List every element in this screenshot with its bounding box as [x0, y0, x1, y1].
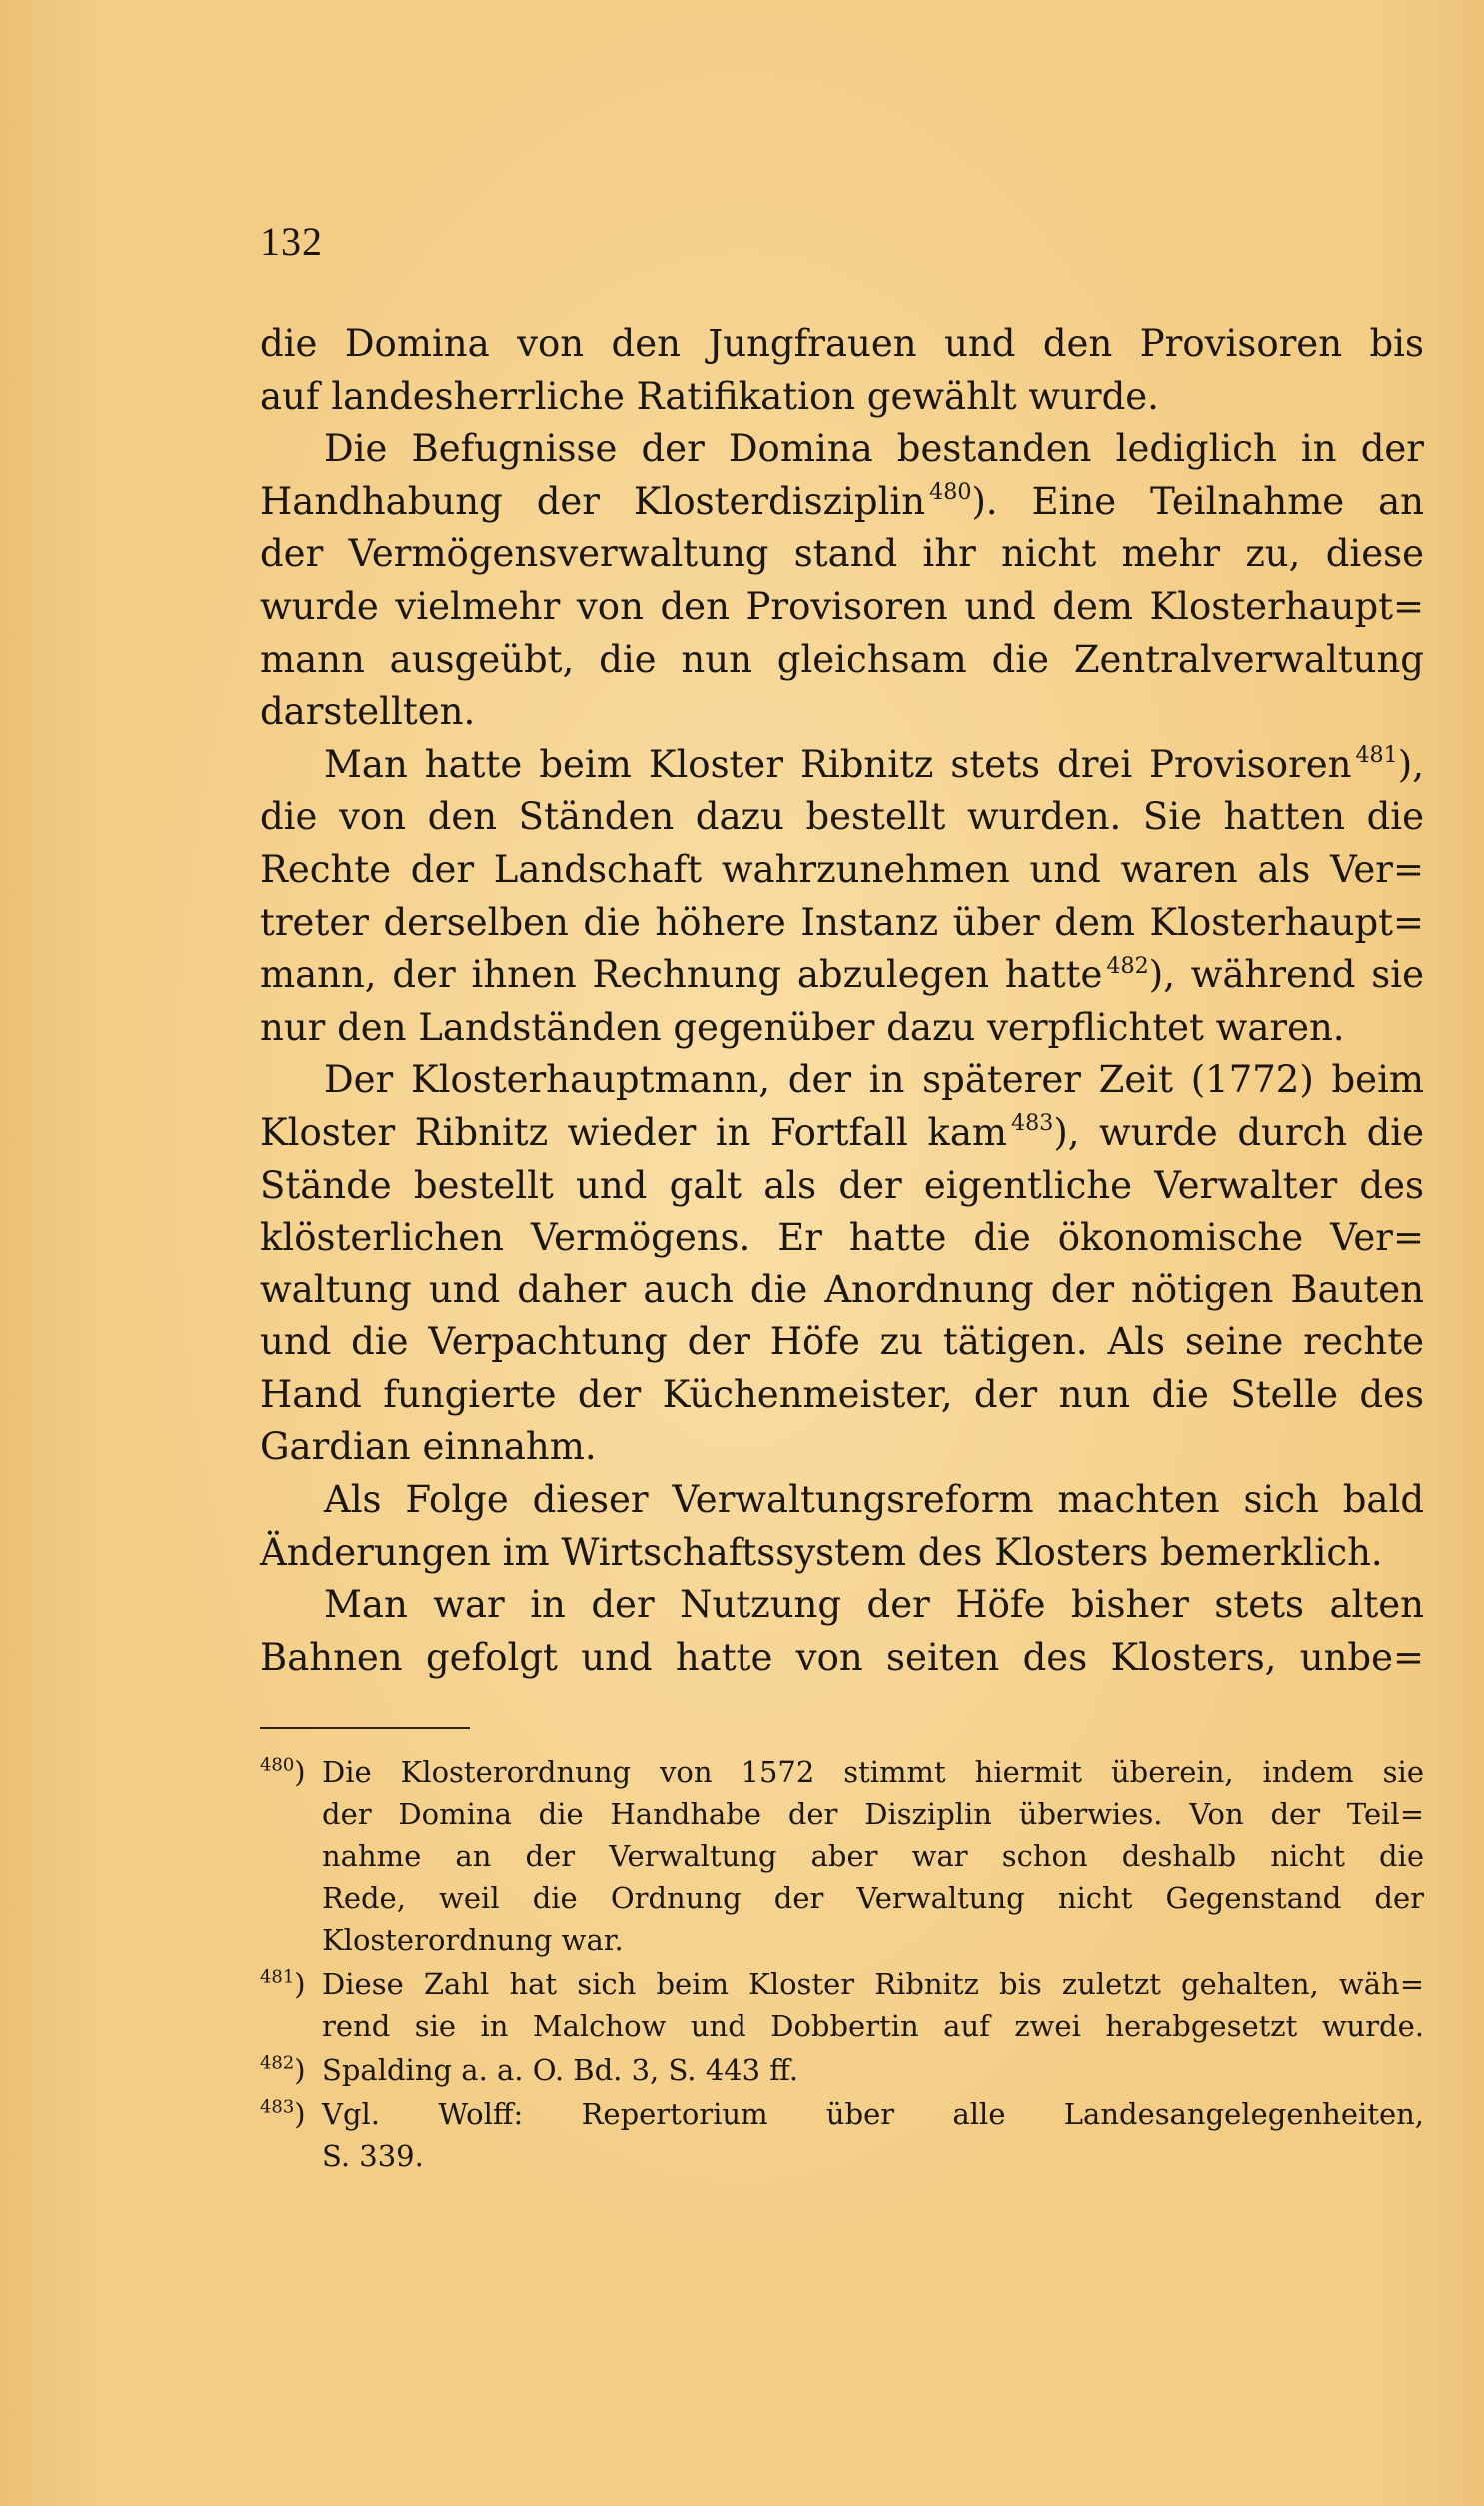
footnote-reference: 481	[1355, 742, 1398, 769]
text-line: die Domina von den Jungfrauen und den Provisoren bis	[260, 322, 1424, 365]
footnotes	[260, 1751, 1424, 2179]
text-line: waltung und daher auch die Anordnung der nötigen Bauten	[260, 1267, 1424, 1311]
footnote	[260, 2049, 1424, 2091]
footnote-line: Rede, weil die Ordnung der Verwaltung nicht Gegenstand der	[322, 1881, 1424, 1915]
footnote-line: S. 339.	[322, 2139, 424, 2173]
text-line: Hand fungierte der Küchenmeister, der nun die Stelle des	[260, 1372, 1424, 1416]
text-line: wurde vielmehr von den Provisoren und dem Klosterhaupt=	[260, 584, 1424, 628]
text-line: und die Verpachtung der Höfe zu tätigen. Als seine rechte	[260, 1320, 1424, 1364]
text-line: Kloster Ribnitz wieder in Fortfall kam $^{483}$), wurde durch die	[260, 1110, 1425, 1154]
text-line: mann, der ihnen Rechnung abzulegen hatte $^{482}$), während sie	[260, 952, 1424, 997]
text-line: Handhabung der Klosterdisziplin $^{480}$). Eine Teilnahme an	[260, 479, 1424, 523]
text-line: Man war in der Nutzung der Höfe bisher stets alten	[324, 1583, 1424, 1627]
footnote-divider	[260, 1727, 470, 1729]
text-line: der Vermögensverwaltung stand ihr nicht mehr zu, diese	[260, 532, 1424, 576]
text-line: Gardian einnahm.	[260, 1425, 597, 1469]
text-line: treter derselben die höhere Instanz über dem Klosterhaupt=	[260, 900, 1424, 944]
text-line: Man hatte beim Kloster Ribnitz stets drei Provisoren $^{481}$),	[324, 742, 1424, 786]
footnote-line: nahme an der Verwaltung aber war schon deshalb nicht die	[322, 1839, 1424, 1873]
text-line: Der Klosterhauptmann, der in späterer Zeit (1772) beim	[324, 1058, 1424, 1102]
footnote-line: rend sie in Malchow und Dobbertin auf zwei herabgesetzt wurde.	[322, 2009, 1424, 2043]
text-line: Bahnen gefolgt und hatte von seiten des Klosters, unbe=	[260, 1635, 1424, 1679]
footnote-line: der Domina die Handhabe der Disziplin überwies. Von der Teil=	[322, 1797, 1424, 1831]
text-line: Rechte der Landschaft wahrzunehmen und waren als Ver=	[260, 847, 1424, 891]
footnote-mark: $^{481}$)	[260, 1966, 306, 2001]
text-line: mann ausgeübt, die nun gleichsam die Zentralverwaltung	[260, 637, 1424, 681]
footnote	[260, 1963, 1424, 2047]
footnote-mark: $^{480}$)	[260, 1754, 306, 1789]
footnote-reference: 483	[1010, 1110, 1054, 1137]
page-number: 132	[260, 219, 323, 264]
text-line: die von den Ständen dazu bestellt wurden. Sie hatten die	[260, 795, 1424, 839]
text-line: Änderungen im Wirtschaftssystem des Klosters bemerklich.	[260, 1530, 1383, 1574]
text-line: darstellten.	[260, 690, 476, 734]
text-line: auf landesherrliche Ratifikation gewählt wurde.	[260, 374, 1159, 418]
footnote-mark: $^{482}$)	[260, 2052, 306, 2087]
text-line: klösterlichen Vermögens. Er hatte die ökonomische Ver=	[260, 1216, 1424, 1259]
footnote-line: Vgl. Wolff: Repertorium über alle Landesangelegenheiten,	[322, 2097, 1424, 2131]
footnote-reference: 480	[929, 479, 972, 506]
footnote-line: Die Klosterordnung von 1572 stimmt hiermit überein, indem sie	[322, 1755, 1424, 1789]
footnote-line: Klosterordnung war.	[322, 1923, 624, 1957]
footnote-line: Spalding a. a. O. Bd. 3, S. 443 ff.	[322, 2053, 799, 2087]
text-line: Als Folge dieser Verwaltungsreform machten sich bald	[324, 1478, 1424, 1522]
footnote-mark: $^{483}$)	[260, 2096, 306, 2131]
text-line: Die Befugnisse der Domina bestanden lediglich in der	[324, 427, 1424, 471]
text-line: Stände bestellt und galt als der eigentliche Verwalter des	[260, 1163, 1424, 1207]
footnote	[260, 1751, 1424, 1961]
footnote-reference: 482	[1106, 952, 1149, 979]
footnote	[260, 2093, 1424, 2177]
main-text	[260, 318, 1424, 1684]
text-line: nur den Landständen gegenüber dazu verpflichtet waren.	[260, 1005, 1345, 1049]
footnote-line: Diese Zahl hat sich beim Kloster Ribnitz bis zuletzt gehalten, wäh=	[322, 1967, 1424, 2001]
